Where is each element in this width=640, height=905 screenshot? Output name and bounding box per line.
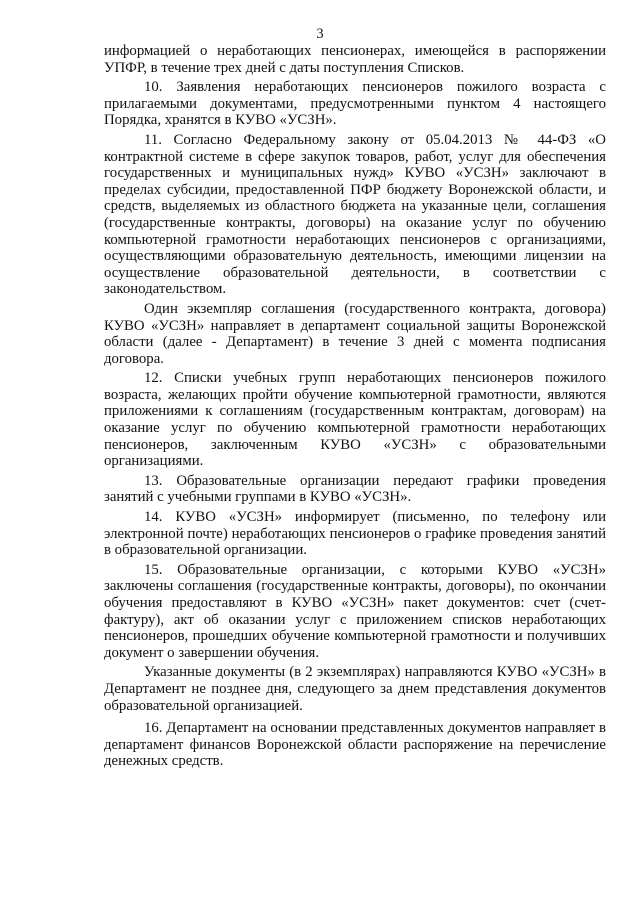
page-number: 3 xyxy=(316,26,324,42)
paragraph-item-14: 14. КУВО «УСЗН» информирует (письменно, по телефону или электронной почте) неработающих пенсионеров о графике проведения занятий в образовательной организации. xyxy=(104,509,606,559)
paragraph-item-11-copy: Один экземпляр соглашения (государственного контракта, договора) КУВО «УСЗН» направляет в департамент социальной защиты Воронежской области (далее - Департамент) в течение 3 дней с момента подписания договора. xyxy=(104,300,606,367)
paragraph-item-16: 16. Департамент на основании представленных документов направляет в департамент финансов Воронежской области распоряжение на перечисление денежных средств. xyxy=(104,720,606,770)
paragraph-item-15-documents: Указанные документы (в 2 экземплярах) направляются КУВО «УСЗН» в Департамент не позднее дня, следующего за днем представления документов образовательной организацией. xyxy=(104,664,606,714)
paragraph-item-11: 11. Согласно Федеральному закону от 05.04.2013 № 44-ФЗ «О контрактной системе в сфере закупок товаров, работ, услуг для обеспечения государственных и муниципальных нужд» КУВО «УСЗН» заключают в пределах субсидии, предоставленной ПФР бюджету Воронежской области, и средств, выделяемых из областного бюджета на указанные цели, соглашения (государственные контракты, договоры) на оказание услуг по обучению компьютерной грамотности неработающих пенсионеров с организациями, осуществляющими образовательную деятельность, имеющими лицензии на осуществление образовательной деятельности, в соответствии с законодательством. xyxy=(104,131,606,298)
paragraph-continuation: информацией о неработающих пенсионерах, имеющейся в распоряжении УПФР, в течение трех дней с даты поступления Списков. xyxy=(104,43,606,76)
paragraph-item-15: 15. Образовательные организации, с которыми КУВО «УСЗН» заключены соглашения (государственные контракты, договоры), по окончании обучения предоставляют в КУВО «УСЗН» пакет документов: счет (счет-фактуру), акт об оказании услуг с приложением списков неработающих пенсионеров, прошедших обучение компьютерной грамотности и получивших документ о завершении обучения. xyxy=(104,561,606,661)
paragraph-item-13: 13. Образовательные организации передают графики проведения занятий с учебными группами в КУВО «УСЗН». xyxy=(104,472,606,506)
paragraph-item-12: 12. Списки учебных групп неработающих пенсионеров пожилого возраста, желающих пройти обучение компьютерной грамотности, являются приложениями к соглашениям (государственным контрактам, договорам) на оказание услуг по обучению компьютерной грамотности неработающих пенсионеров, заключенным КУВО «УСЗН» с образовательными организациями. xyxy=(104,370,606,470)
paragraph-item-10: 10. Заявления неработающих пенсионеров пожилого возраста с прилагаемыми документами, предусмотренными пунктом 4 настоящего Порядка, хранятся в КУВО «УСЗН». xyxy=(104,79,606,129)
document-body xyxy=(104,43,606,773)
